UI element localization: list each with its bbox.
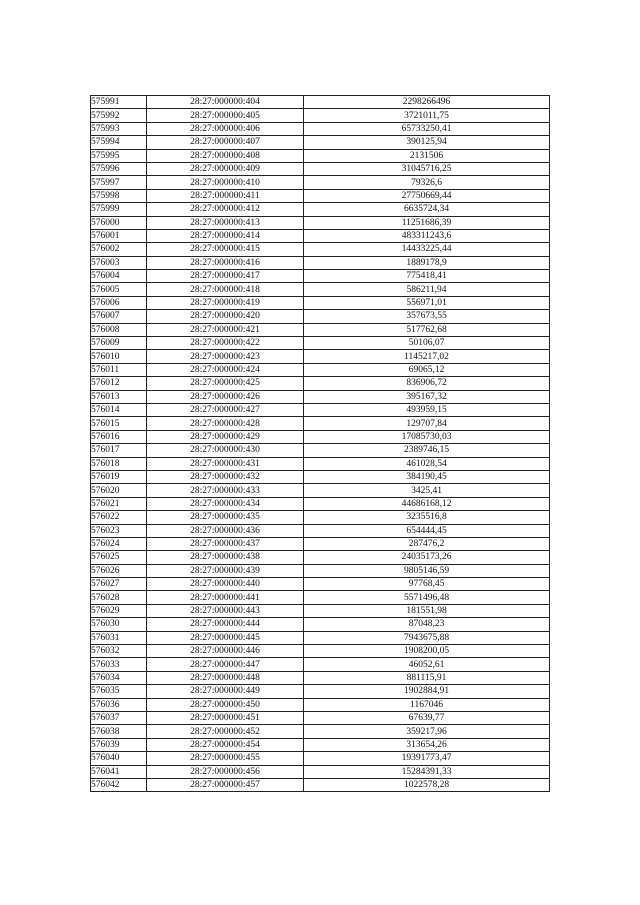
row-id-cell: 576033 [91, 658, 147, 671]
table-row [91, 256, 550, 269]
timestamp-cell: 28:27:000000:408 [147, 149, 304, 162]
value-cell: 65733250,41 [304, 122, 550, 135]
timestamp-cell: 28:27:000000:415 [147, 243, 304, 256]
table-row [91, 136, 550, 149]
timestamp-cell: 28:27:000000:420 [147, 310, 304, 323]
table-row [91, 511, 550, 524]
table-row [91, 752, 550, 765]
timestamp-cell: 28:27:000000:423 [147, 350, 304, 363]
timestamp-cell: 28:27:000000:447 [147, 658, 304, 671]
value-cell: 31045716,25 [304, 162, 550, 175]
value-cell: 556971,01 [304, 296, 550, 309]
timestamp-cell: 28:27:000000:433 [147, 484, 304, 497]
table-body [91, 96, 550, 792]
table-row [91, 618, 550, 631]
value-cell: 287476,2 [304, 537, 550, 550]
value-cell: 46052,61 [304, 658, 550, 671]
timestamp-cell: 28:27:000000:404 [147, 96, 304, 109]
value-cell: 1902884,91 [304, 685, 550, 698]
row-id-cell: 576002 [91, 243, 147, 256]
timestamp-cell: 28:27:000000:405 [147, 109, 304, 122]
table-row [91, 350, 550, 363]
table-row [91, 685, 550, 698]
table-row [91, 551, 550, 564]
table-row [91, 671, 550, 684]
row-id-cell: 576009 [91, 337, 147, 350]
value-cell: 9805146,59 [304, 564, 550, 577]
table-row [91, 591, 550, 604]
timestamp-cell: 28:27:000000:407 [147, 136, 304, 149]
value-cell: 1167046 [304, 698, 550, 711]
row-id-cell: 576038 [91, 725, 147, 738]
row-id-cell: 575996 [91, 162, 147, 175]
value-cell: 79326,6 [304, 176, 550, 189]
timestamp-cell: 28:27:000000:430 [147, 444, 304, 457]
value-cell: 44686168,12 [304, 497, 550, 510]
timestamp-cell: 28:27:000000:419 [147, 296, 304, 309]
timestamp-cell: 28:27:000000:424 [147, 363, 304, 376]
table-row [91, 778, 550, 791]
value-cell: 390125,94 [304, 136, 550, 149]
table-row [91, 243, 550, 256]
row-id-cell: 575991 [91, 96, 147, 109]
row-id-cell: 576008 [91, 323, 147, 336]
table-row [91, 658, 550, 671]
value-cell: 181551,98 [304, 604, 550, 617]
row-id-cell: 576037 [91, 711, 147, 724]
table-row [91, 216, 550, 229]
row-id-cell: 576024 [91, 537, 147, 550]
value-cell: 1145217,02 [304, 350, 550, 363]
row-id-cell: 575993 [91, 122, 147, 135]
timestamp-cell: 28:27:000000:435 [147, 511, 304, 524]
row-id-cell: 576011 [91, 363, 147, 376]
value-cell: 1889178,9 [304, 256, 550, 269]
timestamp-cell: 28:27:000000:456 [147, 765, 304, 778]
table-row [91, 189, 550, 202]
value-cell: 395167,32 [304, 390, 550, 403]
value-cell: 517762,68 [304, 323, 550, 336]
value-cell: 2131506 [304, 149, 550, 162]
table-row [91, 417, 550, 430]
value-cell: 313654,26 [304, 738, 550, 751]
row-id-cell: 576019 [91, 470, 147, 483]
row-id-cell: 576030 [91, 618, 147, 631]
value-cell: 5571496,48 [304, 591, 550, 604]
timestamp-cell: 28:27:000000:412 [147, 203, 304, 216]
timestamp-cell: 28:27:000000:411 [147, 189, 304, 202]
timestamp-cell: 28:27:000000:443 [147, 604, 304, 617]
row-id-cell: 576035 [91, 685, 147, 698]
value-cell: 654444,45 [304, 524, 550, 537]
table-row [91, 497, 550, 510]
timestamp-cell: 28:27:000000:413 [147, 216, 304, 229]
row-id-cell: 576032 [91, 645, 147, 658]
row-id-cell: 576014 [91, 403, 147, 416]
row-id-cell: 576021 [91, 497, 147, 510]
timestamp-cell: 28:27:000000:445 [147, 631, 304, 644]
table-row [91, 229, 550, 242]
row-id-cell: 575995 [91, 149, 147, 162]
table-row [91, 403, 550, 416]
value-cell: 7943675,88 [304, 631, 550, 644]
value-cell: 359217,96 [304, 725, 550, 738]
row-id-cell: 575994 [91, 136, 147, 149]
row-id-cell: 576028 [91, 591, 147, 604]
row-id-cell: 576004 [91, 270, 147, 283]
timestamp-cell: 28:27:000000:446 [147, 645, 304, 658]
table-row [91, 524, 550, 537]
value-cell: 27750669,44 [304, 189, 550, 202]
row-id-cell: 576013 [91, 390, 147, 403]
timestamp-cell: 28:27:000000:410 [147, 176, 304, 189]
row-id-cell: 576034 [91, 671, 147, 684]
table-row [91, 176, 550, 189]
value-cell: 19391773,47 [304, 752, 550, 765]
row-id-cell: 576031 [91, 631, 147, 644]
row-id-cell: 576025 [91, 551, 147, 564]
timestamp-cell: 28:27:000000:444 [147, 618, 304, 631]
row-id-cell: 576001 [91, 229, 147, 242]
value-cell: 97768,45 [304, 578, 550, 591]
value-cell: 586211,94 [304, 283, 550, 296]
row-id-cell: 576015 [91, 417, 147, 430]
row-id-cell: 576040 [91, 752, 147, 765]
table-row [91, 149, 550, 162]
row-id-cell: 576017 [91, 444, 147, 457]
value-cell: 67639,77 [304, 711, 550, 724]
table-row [91, 698, 550, 711]
value-cell: 357673,55 [304, 310, 550, 323]
row-id-cell: 575998 [91, 189, 147, 202]
value-cell: 14433225,44 [304, 243, 550, 256]
timestamp-cell: 28:27:000000:434 [147, 497, 304, 510]
value-cell: 461028,54 [304, 457, 550, 470]
table-row [91, 122, 550, 135]
row-id-cell: 576006 [91, 296, 147, 309]
timestamp-cell: 28:27:000000:428 [147, 417, 304, 430]
timestamp-cell: 28:27:000000:429 [147, 430, 304, 443]
table-row [91, 390, 550, 403]
table-row [91, 444, 550, 457]
row-id-cell: 576036 [91, 698, 147, 711]
timestamp-cell: 28:27:000000:414 [147, 229, 304, 242]
timestamp-cell: 28:27:000000:427 [147, 403, 304, 416]
table-row [91, 631, 550, 644]
value-cell: 483311243,6 [304, 229, 550, 242]
value-cell: 69065,12 [304, 363, 550, 376]
value-cell: 775418,41 [304, 270, 550, 283]
table-row [91, 725, 550, 738]
value-cell: 2389746,15 [304, 444, 550, 457]
table-row [91, 711, 550, 724]
value-cell: 87048,23 [304, 618, 550, 631]
table-row [91, 377, 550, 390]
value-cell: 15284391,33 [304, 765, 550, 778]
timestamp-cell: 28:27:000000:425 [147, 377, 304, 390]
timestamp-cell: 28:27:000000:417 [147, 270, 304, 283]
row-id-cell: 576018 [91, 457, 147, 470]
value-cell: 1022578,28 [304, 778, 550, 791]
value-cell: 24035173,26 [304, 551, 550, 564]
value-cell: 2298266496 [304, 96, 550, 109]
value-cell: 881115,91 [304, 671, 550, 684]
timestamp-cell: 28:27:000000:455 [147, 752, 304, 765]
value-cell: 50106,07 [304, 337, 550, 350]
row-id-cell: 576026 [91, 564, 147, 577]
data-table [90, 95, 550, 792]
table-row [91, 430, 550, 443]
value-cell: 3721011,75 [304, 109, 550, 122]
value-cell: 1908200,05 [304, 645, 550, 658]
timestamp-cell: 28:27:000000:439 [147, 564, 304, 577]
timestamp-cell: 28:27:000000:452 [147, 725, 304, 738]
timestamp-cell: 28:27:000000:438 [147, 551, 304, 564]
table-row [91, 738, 550, 751]
row-id-cell: 576010 [91, 350, 147, 363]
timestamp-cell: 28:27:000000:451 [147, 711, 304, 724]
timestamp-cell: 28:27:000000:450 [147, 698, 304, 711]
table-row [91, 337, 550, 350]
timestamp-cell: 28:27:000000:406 [147, 122, 304, 135]
row-id-cell: 576007 [91, 310, 147, 323]
value-cell: 3425,41 [304, 484, 550, 497]
row-id-cell: 576022 [91, 511, 147, 524]
table-row [91, 96, 550, 109]
value-cell: 3235516,8 [304, 511, 550, 524]
row-id-cell: 576020 [91, 484, 147, 497]
timestamp-cell: 28:27:000000:437 [147, 537, 304, 550]
table-row [91, 323, 550, 336]
timestamp-cell: 28:27:000000:422 [147, 337, 304, 350]
table-row [91, 765, 550, 778]
timestamp-cell: 28:27:000000:418 [147, 283, 304, 296]
table-row [91, 162, 550, 175]
row-id-cell: 576042 [91, 778, 147, 791]
table-row [91, 645, 550, 658]
value-cell: 129707,84 [304, 417, 550, 430]
value-cell: 836906,72 [304, 377, 550, 390]
timestamp-cell: 28:27:000000:448 [147, 671, 304, 684]
row-id-cell: 575992 [91, 109, 147, 122]
table-row [91, 578, 550, 591]
row-id-cell: 576027 [91, 578, 147, 591]
table-row [91, 283, 550, 296]
table-row [91, 270, 550, 283]
value-cell: 11251686,39 [304, 216, 550, 229]
row-id-cell: 575997 [91, 176, 147, 189]
timestamp-cell: 28:27:000000:449 [147, 685, 304, 698]
timestamp-cell: 28:27:000000:457 [147, 778, 304, 791]
table-row [91, 363, 550, 376]
timestamp-cell: 28:27:000000:454 [147, 738, 304, 751]
table-row [91, 484, 550, 497]
table-row [91, 296, 550, 309]
timestamp-cell: 28:27:000000:440 [147, 578, 304, 591]
table-row [91, 537, 550, 550]
row-id-cell: 576012 [91, 377, 147, 390]
value-cell: 6635724,34 [304, 203, 550, 216]
table-row [91, 604, 550, 617]
value-cell: 17085730,03 [304, 430, 550, 443]
row-id-cell: 576039 [91, 738, 147, 751]
row-id-cell: 576029 [91, 604, 147, 617]
row-id-cell: 576023 [91, 524, 147, 537]
table-row [91, 109, 550, 122]
table-row [91, 564, 550, 577]
timestamp-cell: 28:27:000000:416 [147, 256, 304, 269]
row-id-cell: 576003 [91, 256, 147, 269]
value-cell: 384190,45 [304, 470, 550, 483]
row-id-cell: 575999 [91, 203, 147, 216]
timestamp-cell: 28:27:000000:421 [147, 323, 304, 336]
timestamp-cell: 28:27:000000:441 [147, 591, 304, 604]
row-id-cell: 576016 [91, 430, 147, 443]
row-id-cell: 576005 [91, 283, 147, 296]
row-id-cell: 576041 [91, 765, 147, 778]
timestamp-cell: 28:27:000000:431 [147, 457, 304, 470]
table-row [91, 470, 550, 483]
table-row [91, 457, 550, 470]
timestamp-cell: 28:27:000000:432 [147, 470, 304, 483]
value-cell: 493959,15 [304, 403, 550, 416]
timestamp-cell: 28:27:000000:426 [147, 390, 304, 403]
table-row [91, 310, 550, 323]
timestamp-cell: 28:27:000000:436 [147, 524, 304, 537]
timestamp-cell: 28:27:000000:409 [147, 162, 304, 175]
table-row [91, 203, 550, 216]
row-id-cell: 576000 [91, 216, 147, 229]
